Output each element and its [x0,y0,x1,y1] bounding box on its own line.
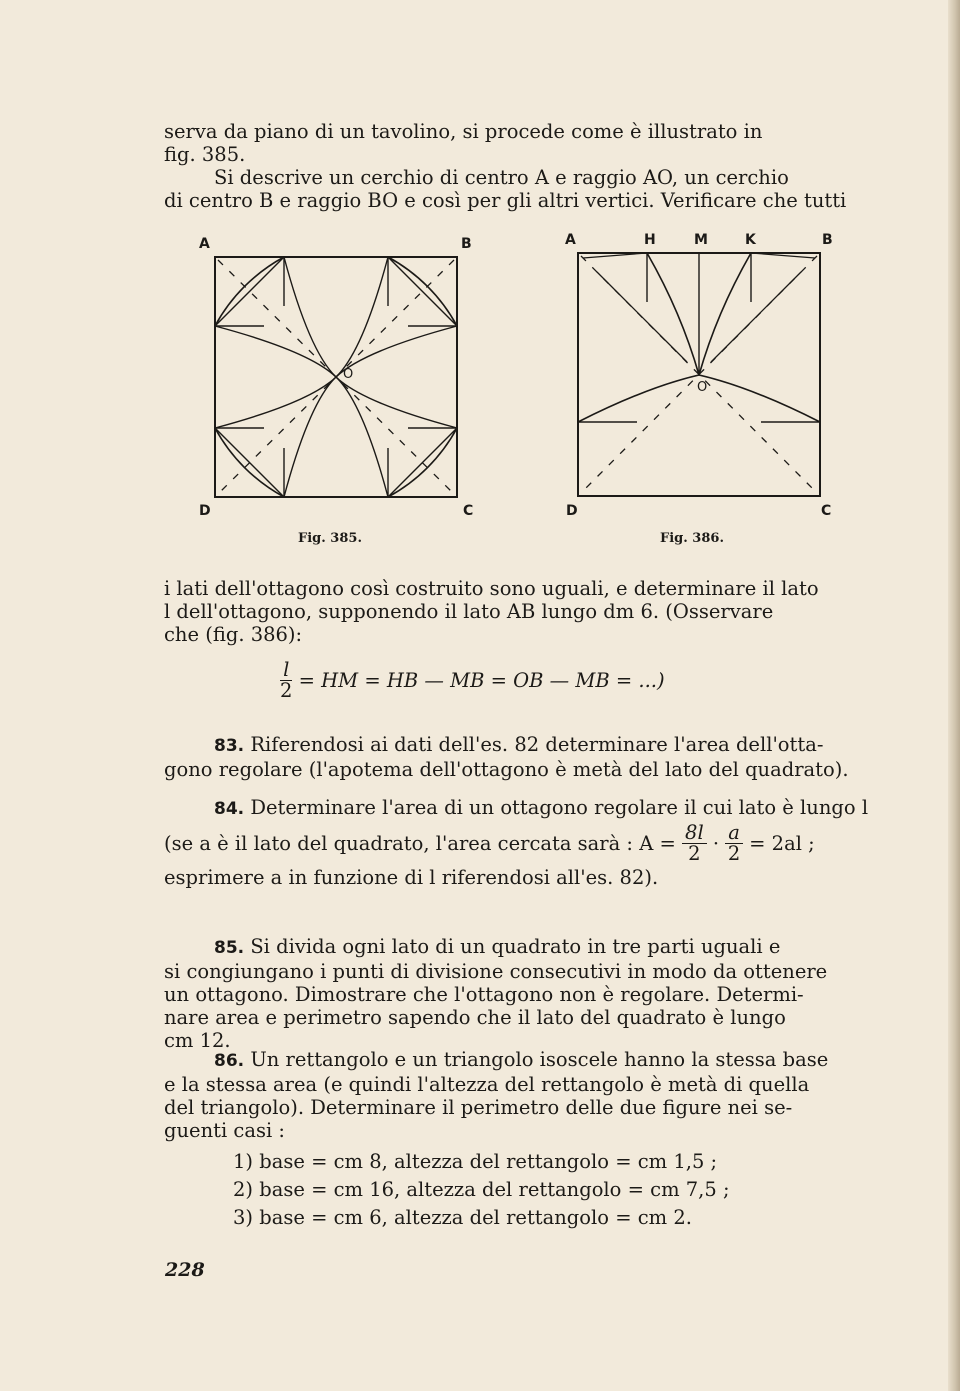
figure-385-drawing [214,256,459,499]
fig385-caption: Fig. 385. [298,531,362,546]
formula-rest: = HM = HB — MB = OB — MB = ...) [298,669,665,692]
exercise-83-number: 83. [214,736,245,756]
exercise-86-line-2: e la stessa area (e quindi l'altezza del rettangolo è metà di quella [164,1073,810,1096]
after-line-3: che (fig. 386): [164,623,303,646]
exercise-84-line-3: esprimere a in funzione di l riferendosi all'es. 82). [164,866,659,889]
intro-paragraph [164,120,870,212]
exercise-86-number: 86. [214,1051,245,1071]
fig385-label-b: B [461,236,472,252]
exercise-84-fraction-2 [725,823,743,864]
intro-line-3: Si descrive un cerchio di centro A e raggio AO, un cerchio [214,166,789,189]
fig386-label-h: H [644,232,656,248]
exercise-84-fraction-1 [682,823,707,864]
fig386-label-c: C [821,503,832,519]
fig386-label-d: D [566,503,578,519]
fig385-label-o: O [343,367,354,382]
exercise-86 [164,1048,870,1142]
exercise-84-fraction-1-den: 2 [688,842,701,865]
formula-denominator: 2 [280,679,293,702]
fig386-caption: Fig. 386. [660,531,724,546]
exercise-83 [164,733,870,781]
exercise-84-fraction-1-num: 8l [682,823,707,844]
intro-line-1: serva da piano di un tavolino, si procede come è illustrato in [164,120,763,143]
formula-numerator: l [280,660,292,681]
exercise-84-line-2a: (se a è il lato del quadrato, l'area cercata sarà : A = [164,832,676,855]
fig385-label-d: D [199,503,211,519]
exercise-85-line-5: cm 12. [164,1029,231,1052]
exercise-86-line-4: guenti casi : [164,1119,285,1142]
fig386-label-a: A [565,232,576,248]
exercise-85-line-4: nare area e perimetro sapendo che il lato del quadrato è lungo [164,1006,786,1029]
exercise-86-cases [233,1148,730,1232]
fig386-label-m: M [694,232,708,248]
intro-line-2: fig. 385. [164,143,246,166]
page-number: 228 [165,1259,205,1281]
after-figures-paragraph [164,577,870,646]
fig385-label-a: A [199,236,210,252]
fig386-label-b: B [822,232,833,248]
exercise-86-line-3: del triangolo). Determinare il perimetro delle due figure nei se- [164,1096,793,1119]
fig386-label-k: K [745,232,756,248]
exercise-84 [164,796,870,889]
exercise-84-line-2b: = 2al ; [749,832,815,855]
after-line-2: l dell'ottagono, supponendo il lato AB lungo dm 6. (Osservare [164,600,774,623]
case-item: 1) base = cm 8, altezza del rettangolo = cm 1,5 ; [233,1150,718,1173]
exercise-83-line-1: Riferendosi ai dati dell'es. 82 determinare l'area dell'otta- [250,733,824,756]
case-item: 2) base = cm 16, altezza del rettangolo = cm 7,5 ; [233,1178,730,1201]
exercise-85-number: 85. [214,938,245,958]
case-item: 3) base = cm 6, altezza del rettangolo = cm 2. [233,1206,692,1229]
exercise-85 [164,935,870,1052]
exercise-84-line-1: Determinare l'area di un ottagono regolare il cui lato è lungo l [250,796,869,819]
fig385-label-c: C [463,503,474,519]
intro-line-4: di centro B e raggio BO e così per gli altri vertici. Verificare che tutti [164,189,847,212]
page-edge [948,0,960,1391]
fig386-label-o: O [697,380,708,395]
formula-half-side [280,660,665,701]
exercise-84-dot: · [712,832,720,855]
formula-fraction [280,660,292,701]
exercise-84-number: 84. [214,799,245,819]
exercise-84-fraction-2-den: 2 [727,842,741,865]
exercise-85-line-1: Si divida ogni lato di un quadrato in tre parti uguali e [250,935,781,958]
exercise-84-fraction-2-num: a [725,823,743,844]
figure-386-drawing [577,252,822,498]
after-line-1: i lati dell'ottagono così costruito sono uguali, e determinare il lato [164,577,819,600]
exercise-85-line-3: un ottagono. Dimostrare che l'ottagono non è regolare. Determi- [164,983,804,1006]
exercise-85-line-2: si congiungano i punti di divisione consecutivi in modo da ottenere [164,960,828,983]
exercise-86-line-1: Un rettangolo e un triangolo isoscele hanno la stessa base [250,1048,829,1071]
exercise-83-line-2: gono regolare (l'apotema dell'ottagono è metà del lato del quadrato). [164,758,849,781]
